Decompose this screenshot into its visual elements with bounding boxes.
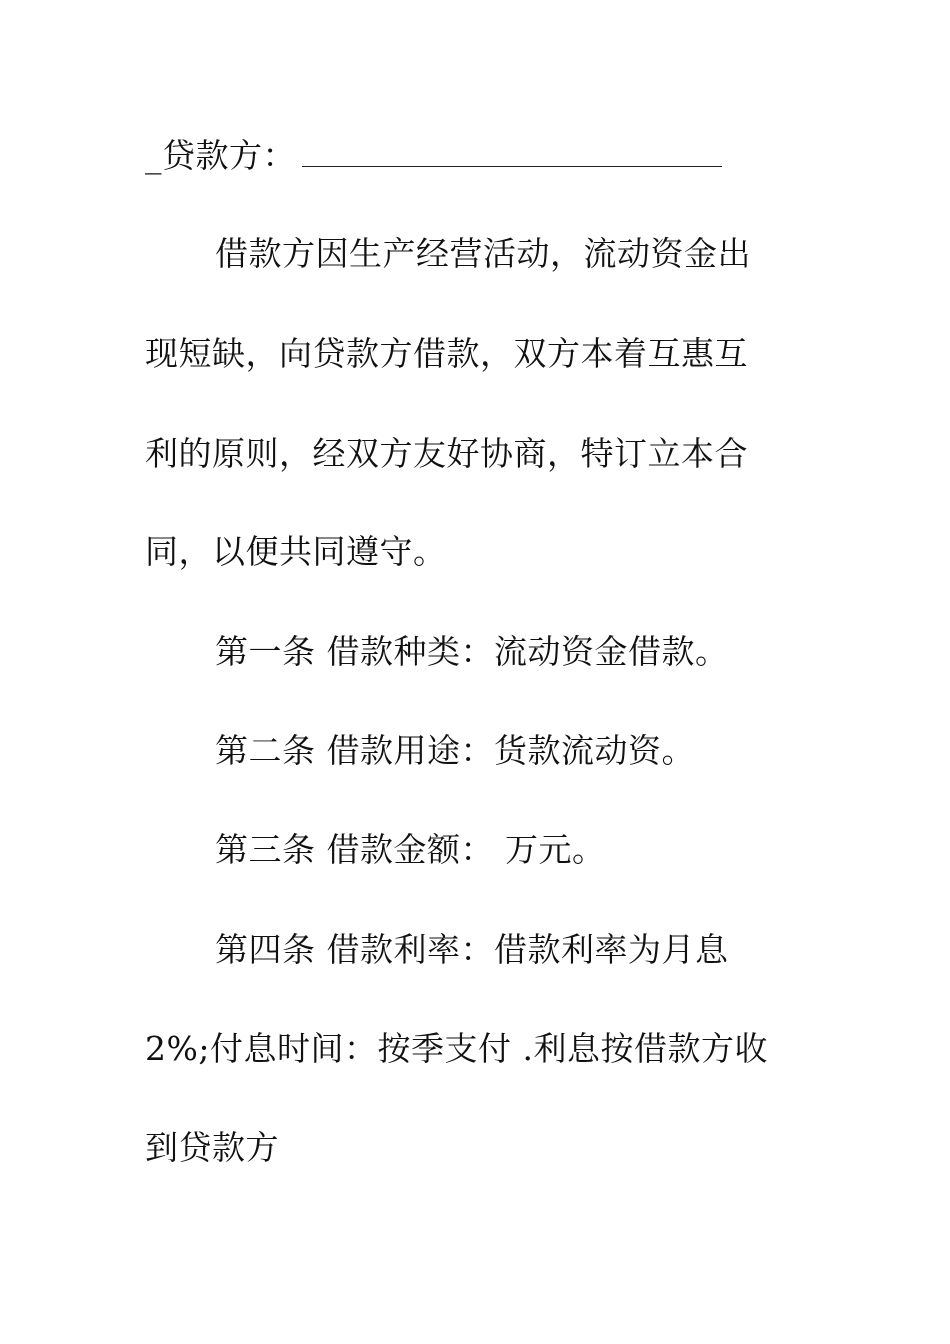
article-4: 第四条 借款利率：借款利率为月息 [215, 930, 729, 969]
paragraph-line-1: 借款方因生产经营活动，流动资金出 [215, 234, 751, 273]
continuation-line-2: 到贷款方 [145, 1128, 279, 1167]
article-1: 第一条 借款种类：流动资金借款。 [215, 632, 729, 671]
lender-line [145, 136, 722, 176]
paragraph-line-4: 同，以便共同遵守。 [145, 532, 447, 571]
continuation-line-1: 2%;付息时间：按季支付 .利息按借款方收 [145, 1029, 768, 1068]
article-3: 第三条 借款金额： 万元。 [215, 830, 606, 869]
paragraph-line-2: 现短缺，向贷款方借款，双方本着互惠互 [145, 334, 748, 373]
article-2: 第二条 借款用途：货款流动资。 [215, 731, 695, 770]
lender-blank-underline [302, 138, 722, 167]
lender-label: _贷款方： [145, 136, 296, 175]
paragraph-line-3: 利的原则，经双方友好协商，特订立本合 [145, 434, 748, 473]
